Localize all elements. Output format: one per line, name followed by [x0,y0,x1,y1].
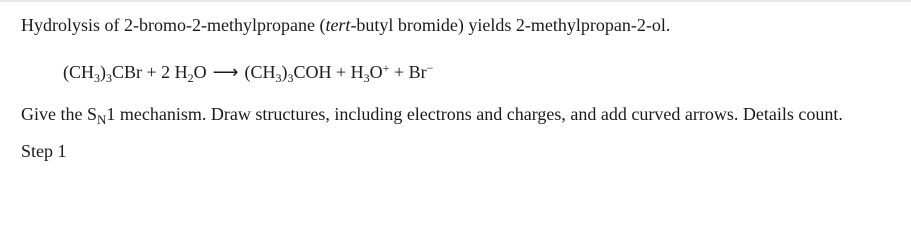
instructions-text: Give the $S_N1$ mechanism. Draw structures, including electrons and charges, and add curved arrows. Details count. [21,104,843,127]
reaction-arrow-icon: ⟶ [212,62,239,83]
step-label: Step 1 [21,141,67,161]
product-bromide: Br− [408,61,434,82]
intro-italic-tert: tert [325,15,351,35]
reactant-water: 2 $H_2O$ [161,62,207,85]
plus-sign: + [389,62,409,82]
intro-prefix: Hydrolysis of 2-bromo-2-methylpropane ( [21,15,326,35]
top-divider [0,0,911,2]
reactant-tert-butyl-bromide: $(CH_3)_3CBr$ [63,62,143,85]
plus-sign: + [142,62,162,82]
plus-sign: + [331,62,351,82]
sn-subscript: N [97,112,107,127]
intro-suffix: -butyl bromide) yields 2-methylpropan-2-ol. [350,15,671,35]
product-tert-butanol: $(CH_3)_3COH$ [244,62,332,85]
product-hydronium: $H_3O^+$ [350,61,390,85]
problem-intro [21,14,670,36]
reaction-equation [63,61,433,84]
